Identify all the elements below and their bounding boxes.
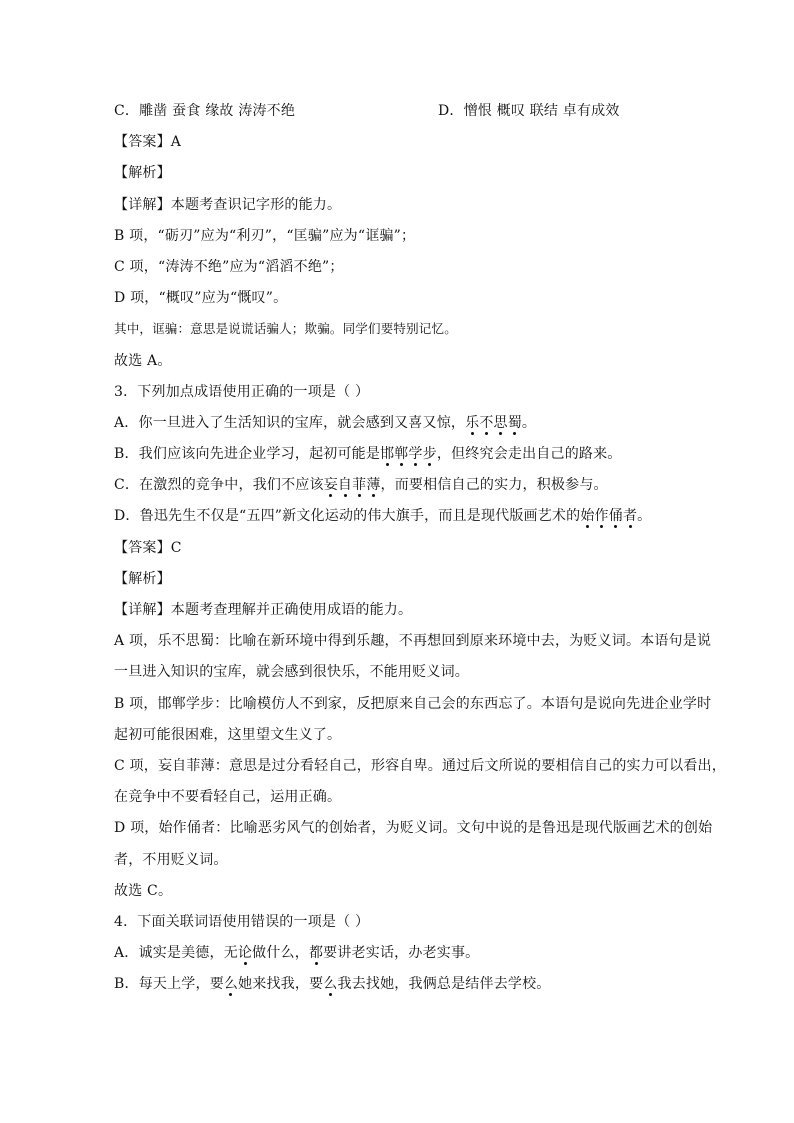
emphasis-dot-char: 菲 [352,477,367,494]
conclusion-line: 故选 A。 [114,352,172,369]
dotted-word [309,945,323,961]
detail-line: 【详解】本题考查识记字形的能力。 [114,196,342,213]
answer-line: 【答案】C [114,539,182,556]
note-line: 其中，诓骗：意思是说谎话骗人；欺骗。同学们要特别记忆。 [114,321,457,337]
explanation-a-line-2: 一旦进入知识的宝库，就会感到很快乐，不能用贬义词。 [114,664,469,681]
explanation-c-line-2: 在竞争中不要看轻自己，运用正确。 [114,789,342,806]
explanation-a-line-1: A 项，乐不思蜀：比喻在新环境中得到乐趣，不再想回到原来环境中去，为贬义词。本语句是说 [114,633,712,650]
question-3-stem: 3．下列加点成语使用正确的一项是（ ） [114,383,370,400]
document-page [114,100,726,1004]
emphasis-dot-char: 学 [408,446,423,463]
question-3-option-b: B．我们应该向先进企业学习，起初可能是邯郸学步，但终究会走出自己的路来。 [114,446,622,463]
emphasis-dot-char: 作 [594,508,609,525]
explanation-b: B 项，“砺刃”应为“利刃”，“匡骗”应为“诓骗”； [114,227,416,244]
emphasis-dot-char: 俑 [608,508,623,525]
emphasis-dot-char: 步 [422,446,437,463]
dotted-idiom [380,446,437,462]
detail-line: 【详解】本题考查理解并正确使用成语的能力。 [114,602,413,618]
answer-line: 【答案】A [114,134,182,151]
option-d: D．憎恨 概叹 联结 卓有成效 [438,103,620,119]
question-3-option-c: C．在激烈的竞争中，我们不应该妄自菲薄，而要相信自己的实力，积极参与。 [114,477,608,494]
emphasis-dot-char: 邯 [380,446,395,463]
analysis-label: 【解析】 [114,165,171,182]
question-2-options-c-d [114,100,694,131]
option-c: C．雕凿 蚕食 缘故 涛涛不绝 [114,103,296,119]
emphasis-dot-char: 妄 [323,477,338,494]
question-3-option-a: A．你一旦进入了生活知识的宝库，就会感到又喜又惊，乐不思蜀。 [114,414,537,431]
question-3-option-d: D．鲁迅先生不仅是“五四”新文化运动的伟大旗手，而且是现代版画艺术的始作俑者。 [114,508,652,525]
emphasis-dot-char: 都 [308,945,324,962]
explanation-c-line-1: C 项，妄自菲薄：意思是过分看轻自己，形容自卑。通过后文所说的要相信自己的实力可以看出， [114,757,726,774]
emphasis-dot-char: 论 [237,945,253,962]
explanation-d: D 项，“概叹”应为“慨叹”。 [114,290,288,307]
emphasis-dot-char: 乐 [465,414,480,431]
explanation-b-line-2: 起初可能很困难，这里望文生义了。 [114,726,342,743]
emphasis-dot-char: 不 [479,414,494,431]
emphasis-dot-char: 薄 [366,477,381,494]
emphasis-dot-char: 自 [337,477,353,494]
conclusion-line: 故选 C。 [114,882,173,899]
explanation-c: C 项，“涛涛不绝”应为“滔滔不绝”； [114,258,344,275]
dotted-word [224,976,238,992]
emphasis-dot-char: 郸 [394,446,409,463]
question-4-stem: 4．下面关联词语使用错误的一项是（ ） [114,913,370,930]
dotted-idiom [324,477,381,493]
dotted-word [323,976,337,992]
dotted-word [238,945,252,961]
emphasis-dot-char: 蜀 [507,414,522,431]
explanation-d-line-1: D 项，始作俑者：比喻恶劣风气的创始者，为贬义词。文句中说的是鲁迅是现代版画艺术的创始 [114,820,713,837]
dotted-idiom [580,508,637,524]
emphasis-dot-char: 么 [323,976,338,993]
question-4-option-b: B．每天上学，要么她来找我，要么我去找她，我俩总是结伴去学校。 [114,976,551,993]
dotted-idiom [465,415,522,431]
emphasis-dot-char: 者 [622,508,638,525]
emphasis-dot-char: 么 [223,976,239,993]
explanation-b-line-1: B 项，邯郸学步：比喻模仿人不到家，反把原来自己会的东西忘了。本语句是说向先进企业学时 [114,695,712,712]
explanation-d-line-2: 者，不用贬义词。 [114,851,228,868]
analysis-label: 【解析】 [114,570,171,587]
emphasis-dot-char: 始 [580,508,595,525]
emphasis-dot-char: 思 [493,414,508,431]
question-4-option-a: A．诚实是美德，无论做什么，都要讲老实话，办老实事。 [114,945,480,962]
